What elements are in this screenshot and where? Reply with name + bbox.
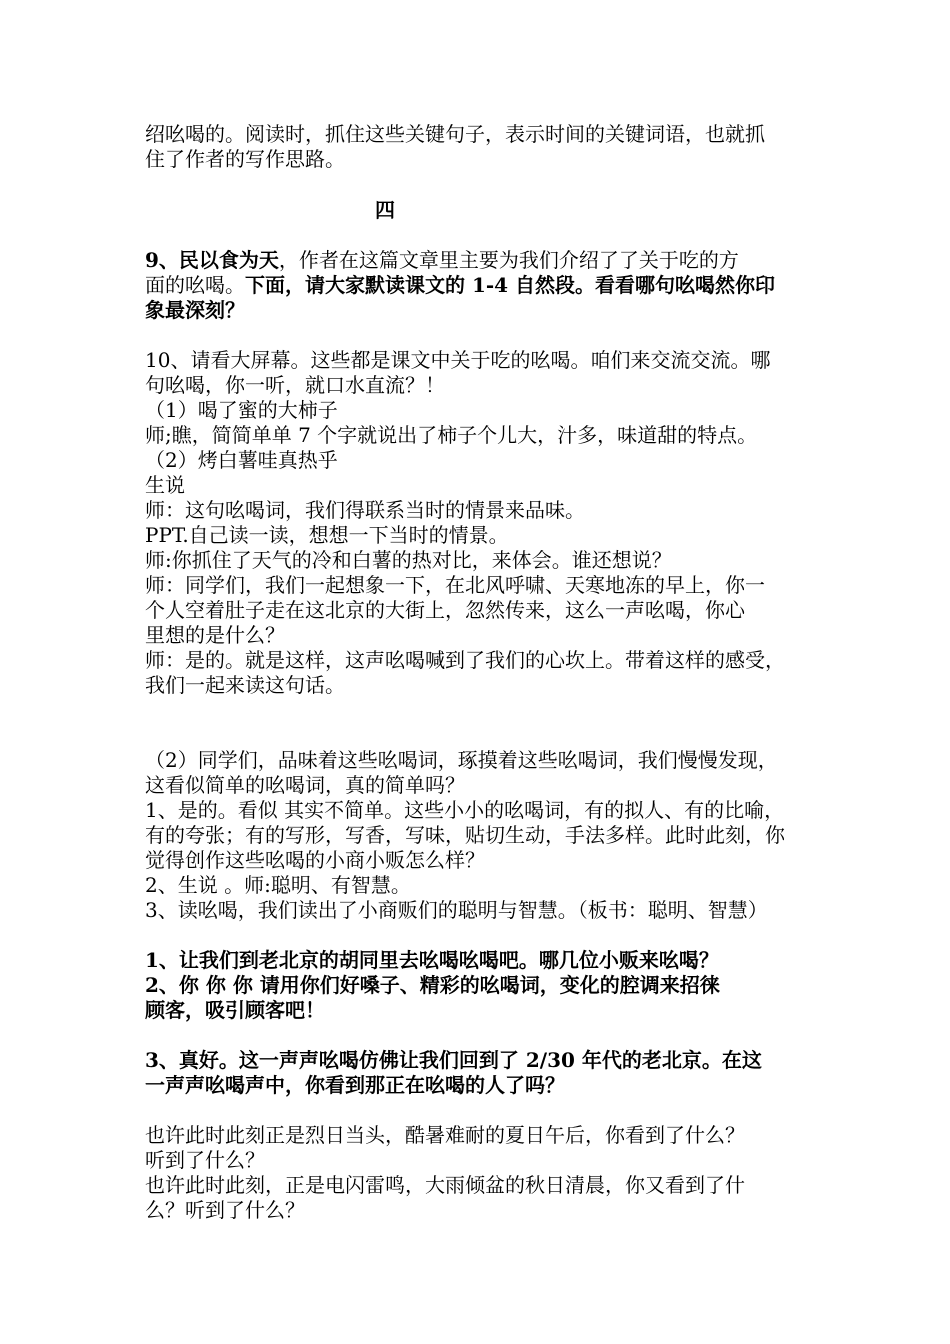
question-10-line: 我们一起来读这句话。 xyxy=(145,673,345,697)
bold-prompt-line: 一声声吆喝声中，你看到那正在吆喝的人了吗？ xyxy=(145,1073,565,1097)
document-page xyxy=(145,122,817,1223)
part-2-line: 1、是的。看似 其实不简单。这些小小的吆喝词，有的拟人、有的比喻， xyxy=(145,798,785,822)
question-10-line: 10、请看大屏幕。这些都是课文中关于吃的吆喝。咱们来交流交流。哪 xyxy=(145,348,771,372)
question-9-text: ，作者在这篇文章里主要为我们介绍了了关于吃的方 xyxy=(278,248,739,272)
question-10-line: 生说 xyxy=(145,473,185,497)
question-10-line: PPT.自己读一读，想想一下当时的情景。 xyxy=(145,523,509,547)
bold-prompt-line: 1、让我们到老北京的胡同里去吆喝吆喝吧。哪几位小贩来吆喝？ xyxy=(145,948,719,972)
bold-prompt-line: 3、真好。这一声声吆喝仿佛让我们回到了 2/30 年代的老北京。在这 xyxy=(145,1048,762,1072)
part-2-line: 2、生说 。师:聪明、有智慧。 xyxy=(145,873,411,897)
question-10-line: 师：是的。就是这样，这声吆喝喊到了我们的心坎上。带着这样的感受， xyxy=(145,648,785,672)
intro-line: 绍吆喝的。阅读时，抓住这些关键句子，表示时间的关键词语，也就抓 xyxy=(145,122,765,146)
question-10-line: 师：同学们，我们一起想象一下，在北风呼啸、天寒地冻的早上，你一 xyxy=(145,573,765,597)
question-9-title: 9、民以食为天 xyxy=(145,248,279,272)
closing-line: 听到了什么？ xyxy=(145,1148,265,1172)
bold-prompt-line: 2、你 你 你 请用你们好嗓子、精彩的吆喝词，变化的腔调来招徕 xyxy=(145,973,720,997)
question-9-line: 象最深刻？ xyxy=(145,298,245,322)
question-10-line: 师;瞧，简简单单 7 个字就说出了柿子个儿大，汁多，味道甜的特点。 xyxy=(145,423,758,447)
question-10-line: （1）喝了蜜的大柿子 xyxy=(145,398,338,422)
part-2-line: （2）同学们，品味着这些吆喝词，琢摸着这些吆喝词，我们慢慢发现， xyxy=(145,748,778,772)
question-10-line: 师:你抓住了天气的冷和白薯的热对比，来体会。谁还想说？ xyxy=(145,548,672,572)
closing-line: 么？听到了什么？ xyxy=(145,1198,305,1222)
question-10-line: 里想的是什么？ xyxy=(145,623,285,647)
section-heading: 四 xyxy=(375,198,395,222)
question-10-line: 个人空着肚子走在这北京的大街上，忽然传来，这么一声吆喝，你心 xyxy=(145,598,745,622)
part-2-line: 觉得创作这些吆喝的小商小贩怎么样？ xyxy=(145,848,485,872)
question-10-line: 句吆喝，你一听，就口水直流？！ xyxy=(145,373,445,397)
question-9-text: 面的吆喝。 xyxy=(145,273,245,297)
part-2-line: 这看似简单的吆喝词，真的简单吗？ xyxy=(145,773,465,797)
part-2-line: 有的夸张；有的写形，写香，写味，贴切生动，手法多样。此时此刻，你 xyxy=(145,823,785,847)
bold-prompt-line: 顾客，吸引顾客吧！ xyxy=(145,998,325,1022)
closing-line: 也许此时此刻，正是电闪雷鸣，大雨倾盆的秋日清晨，你又看到了什 xyxy=(145,1173,745,1197)
question-10-line: 师：这句吆喝词，我们得联系当时的情景来品味。 xyxy=(145,498,585,522)
part-2-line: 3、读吆喝，我们读出了小商贩们的聪明与智慧。（板书：聪明、智慧） xyxy=(145,898,768,922)
closing-line: 也许此时此刻正是烈日当头，酷暑难耐的夏日午后，你看到了什么？ xyxy=(145,1123,745,1147)
question-9-line xyxy=(145,273,817,298)
intro-line: 住了作者的写作思路。 xyxy=(145,147,345,171)
question-10-line: （2）烤白薯哇真热乎 xyxy=(145,448,338,472)
question-9-instruction: 下面，请大家默读课文的 1-4 自然段。看看哪句吆喝然你印 xyxy=(245,273,776,297)
question-9-line xyxy=(145,248,817,273)
